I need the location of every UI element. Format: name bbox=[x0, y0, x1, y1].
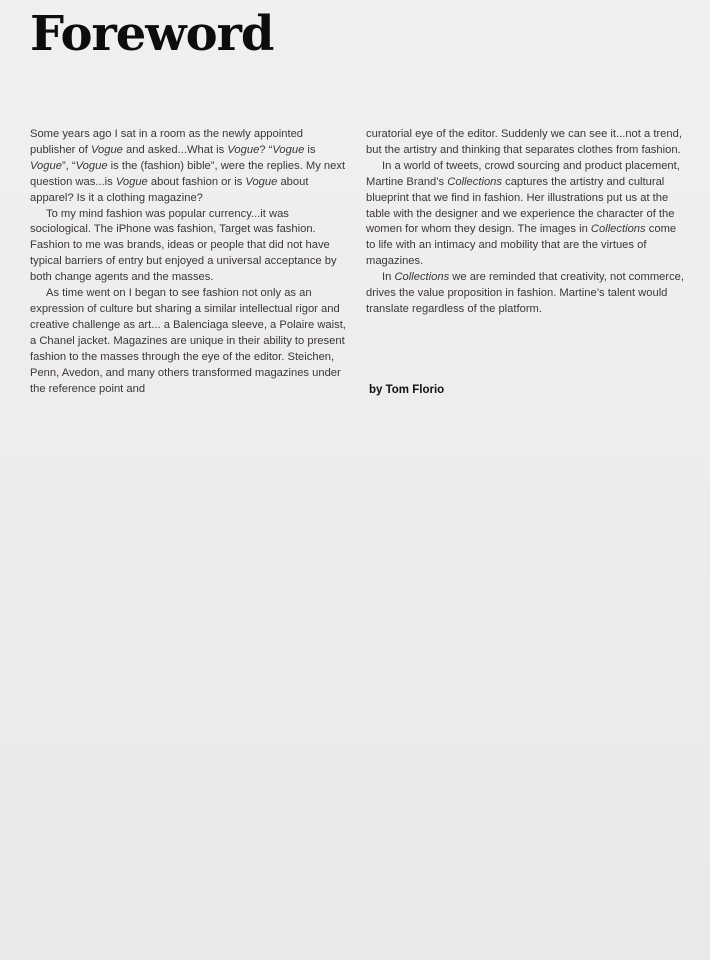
paragraph-text: is the (fashion) bible”, were the replies. My next question was...is bbox=[30, 159, 346, 188]
paragraph-text: about apparel? Is it a clothing magazine? bbox=[30, 175, 309, 204]
body-paragraph bbox=[30, 127, 350, 207]
paragraph-text: In a world of tweets, crowd sourcing and product placement, Martine Brand’s bbox=[366, 159, 680, 188]
paragraph-text: ”, “ bbox=[61, 159, 76, 172]
body-paragraph bbox=[30, 207, 350, 287]
italic-title-text: Vogue bbox=[75, 159, 108, 172]
italic-title-text: Vogue bbox=[227, 143, 260, 156]
paragraph-text: Some years ago I sat in a room as the newly appointed publisher of bbox=[30, 128, 304, 156]
italic-title-text: Vogue bbox=[90, 143, 123, 156]
paragraph-text: and asked...What is bbox=[122, 143, 228, 156]
italic-title-text: Vogue bbox=[115, 175, 148, 188]
italic-title-text: Collections bbox=[394, 271, 450, 284]
paragraph-text: curatorial eye of the editor. Suddenly we can see it...not a trend, but the artistry and thinking that separates clothes from fashion. bbox=[366, 128, 682, 156]
paragraph-text: In bbox=[382, 271, 395, 284]
italic-title-text: Vogue bbox=[245, 175, 278, 188]
body-paragraph bbox=[366, 127, 686, 159]
body-paragraph bbox=[366, 159, 686, 270]
paragraph-text: we are reminded that creativity, not commerce, drives the value proposition in fashion. Martine’s talent would translate regardless of the platform. bbox=[366, 271, 685, 315]
paragraph-text: As time went on I began to see fashion not only as an expression of culture but sharing a similar intellectual rigor and creative challenge as art... a Balenciaga sleeve, a Polaire waist, a Chanel jacket. Magazines are unique in their ability to present fashion to the masses through the eye of the editor. Steichen, Penn, Avedon, and many others transformed magazines under the reference point and bbox=[30, 287, 346, 395]
italic-title-text: Vogue bbox=[30, 159, 62, 172]
text-column-left bbox=[30, 127, 350, 397]
paragraph-text: is bbox=[304, 143, 316, 156]
paragraph-text: come to life with an intimacy and mobility that are the virtues of magazines. bbox=[366, 223, 677, 268]
paragraph-text: captures the artistry and cultural blueprint that we find in fashion. Her illustrations put us at the table with the designer and we experience the character of the women for whom they design. The images in bbox=[366, 175, 675, 236]
italic-title-text: Collections bbox=[590, 223, 646, 236]
text-column-right bbox=[366, 127, 686, 318]
paragraph-text: ? “ bbox=[259, 143, 273, 156]
italic-title-text: Collections bbox=[447, 175, 502, 188]
body-paragraph bbox=[366, 270, 686, 318]
paragraph-text: about fashion or is bbox=[147, 175, 246, 188]
author-byline: by Tom Florio bbox=[369, 384, 445, 396]
paragraph-text: To my mind fashion was popular currency...it was sociological. The iPhone was fashion, Target was fashion. Fashion to me was brands, ideas or people that did not have typical barriers of entry but enjoyed a universal acceptance by both change agents and the masses. bbox=[30, 207, 337, 284]
italic-title-text: Vogue bbox=[272, 143, 305, 156]
page-title: Foreword bbox=[30, 6, 274, 62]
body-paragraph bbox=[30, 286, 350, 397]
